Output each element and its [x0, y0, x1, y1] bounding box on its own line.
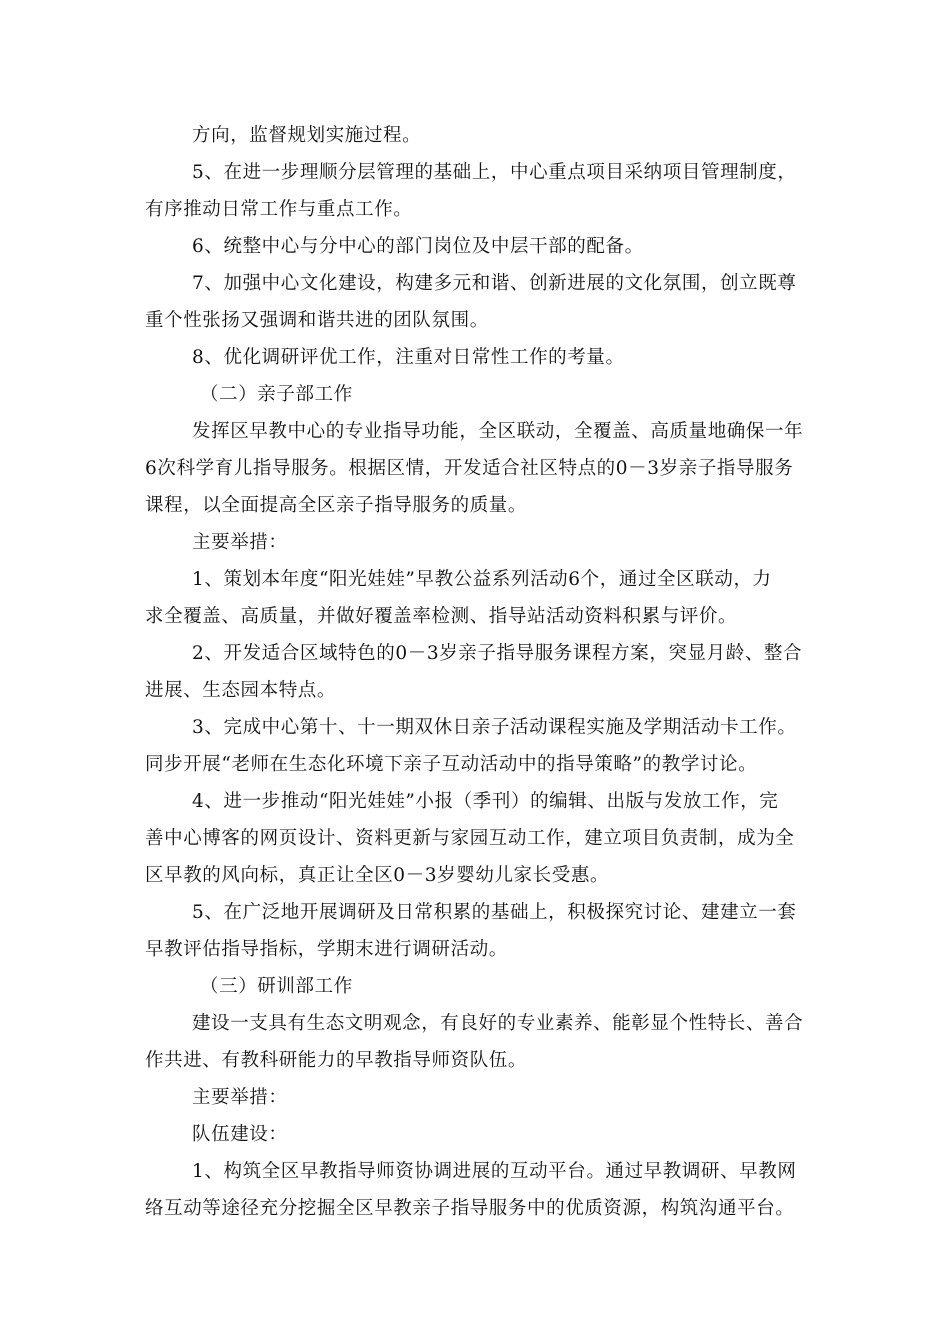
subheading: 主要举措：	[192, 1087, 288, 1108]
text-line: 方向，监督规划实施过程。	[192, 125, 422, 146]
subheading: 主要举措：	[192, 532, 288, 553]
text-line: 有序推动日常工作与重点工作。	[145, 199, 413, 220]
text-line: 1、构筑全区早教指导师资协调进展的互动平台。通过早教调研、早教网	[192, 1161, 797, 1182]
text-line: 进展、生态园本特点。	[145, 680, 337, 701]
text-line: 8、优化调研评优工作，注重对日常性工作的考量。	[192, 347, 625, 368]
text-line: 6、统整中心与分中心的部门岗位及中层干部的配备。	[192, 236, 644, 257]
text-line: 作共进、有教科研能力的早教指导师资队伍。	[145, 1050, 528, 1071]
text-line: 6次科学育儿指导服务。根据区情，开发适合社区特点的0－3岁亲子指导服务	[145, 458, 794, 479]
text-line: 5、在进一步理顺分层管理的基础上，中心重点项目采纳项目管理制度，	[192, 162, 797, 183]
text-line: 2、开发适合区域特色的0－3岁亲子指导服务课程方案，突显月龄、整合	[192, 643, 803, 664]
text-line: 5、在广泛地开展调研及日常积累的基础上，积极探究讨论、建建立一套	[192, 902, 797, 923]
text-line: 同步开展“老师在生态化环境下亲子互动活动中的指导策略”的教学讨论。	[145, 754, 758, 775]
text-line: 络互动等途径充分挖掘全区早教亲子指导服务中的优质资源，构筑沟通平台。	[145, 1198, 795, 1219]
section-heading: （三）研训部工作	[200, 976, 353, 997]
text-line: 区早教的风向标，真正让全区0－3岁婴幼儿家长受惠。	[145, 865, 610, 886]
text-line: 善中心博客的网页设计、资料更新与家园互动工作，建立项目负责制，成为全	[145, 828, 795, 849]
text-line: 发挥区早教中心的专业指导功能，全区联动，全覆盖、高质量地确保一年	[192, 421, 804, 442]
section-heading: （二）亲子部工作	[200, 384, 353, 405]
text-line: 1、策划本年度“阳光娃娃”早教公益系列活动6个，通过全区联动，力	[192, 569, 772, 590]
text-line: 3、完成中心第十、十一期双休日亲子活动课程实施及学期活动卡工作。	[192, 717, 797, 738]
text-line: 早教评估指导指标，学期末进行调研活动。	[145, 939, 508, 960]
subheading: 队伍建设：	[192, 1124, 288, 1145]
text-line: 4、进一步推动“阳光娃娃”小报（季刊）的编辑、出版与发放工作，完	[192, 791, 779, 812]
text-line: 建设一支具有生态文明观念，有良好的专业素养、能彰显个性特长、善合	[192, 1013, 804, 1034]
text-line: 重个性张扬又强调和谐共进的团队氛围。	[145, 310, 489, 331]
text-line: 求全覆盖、高质量，并做好覆盖率检测、指导站活动资料积累与评价。	[145, 606, 738, 627]
text-line: 7、加强中心文化建设，构建多元和谐、创新进展的文化氛围，创立既尊	[192, 273, 797, 294]
text-line: 课程，以全面提高全区亲子指导服务的质量。	[145, 495, 528, 516]
